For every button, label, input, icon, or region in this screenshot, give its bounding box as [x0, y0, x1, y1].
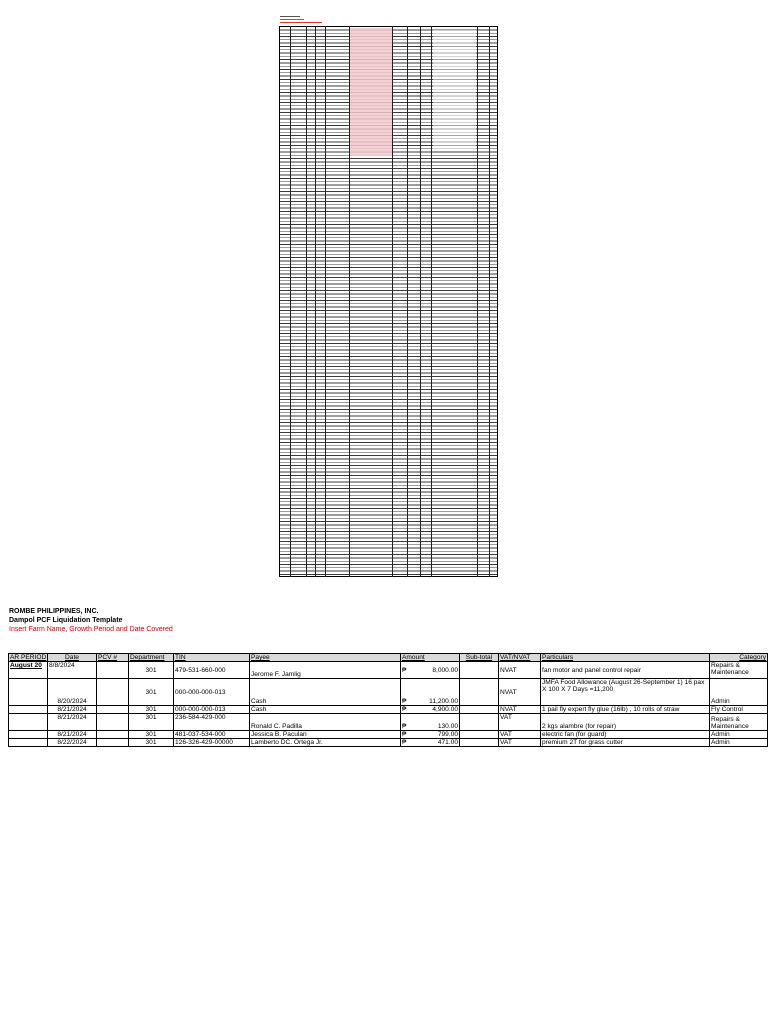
pcv-cell: [97, 679, 129, 706]
payee-cell: Jerome F. Jamlig: [250, 662, 401, 679]
date-cell: 8/21/2024: [48, 714, 97, 731]
company-name: ROMBE PHILIPPINES, INC.: [9, 608, 99, 615]
col-subtotal: Sub-total: [460, 654, 499, 662]
date-cell: 8/22/2024: [48, 739, 97, 747]
category-cell: Fly Control: [710, 706, 768, 714]
col-pcv: PCV #: [97, 654, 129, 662]
peso-sign: ₱: [402, 739, 407, 746]
particulars-cell: fan motor and panel control repair: [541, 662, 710, 679]
amount-value: 11,200.00: [429, 698, 458, 705]
table-row: [9, 731, 768, 739]
subtotal-cell: [460, 739, 499, 747]
tin-cell: 236-584-429-000: [174, 714, 250, 731]
amount-cell: [401, 714, 460, 731]
col-vat: VAT/NVAT: [499, 654, 541, 662]
tin-cell: 479-531-660-000: [174, 662, 250, 679]
table-row: [9, 739, 768, 747]
vat-cell: VAT: [499, 739, 541, 747]
template-title: Dampol PCF Liquidation Template: [9, 617, 123, 624]
amount-value: 4,900.00: [432, 706, 458, 713]
liquidation-table: [8, 653, 768, 747]
department-cell: 301: [129, 714, 174, 731]
pcv-cell: [97, 662, 129, 679]
category-cell: Repairs & Maintenance: [710, 662, 768, 679]
col-particulars: Particulars: [541, 654, 710, 662]
amount-cell: [401, 739, 460, 747]
amount-value: 471.00: [437, 739, 458, 746]
vat-cell: NVAT: [499, 679, 541, 706]
subtotal-cell: [460, 706, 499, 714]
amount-cell: [401, 679, 460, 706]
particulars-cell: JMFA Food Allowance (August 26-September 1) 16 pax X 100 X 7 Days =11,200: [541, 679, 710, 706]
col-category: Category: [710, 654, 768, 662]
peso-sign: ₱: [402, 698, 407, 705]
pcv-cell: [97, 714, 129, 731]
department-cell: 301: [129, 731, 174, 739]
amount-cell: [401, 706, 460, 714]
amount-value: 799.00: [437, 731, 458, 738]
date-cell: 8/21/2024: [48, 706, 97, 714]
peso-sign: ₱: [402, 731, 407, 738]
payee-cell: Ronald C. Padilla: [250, 714, 401, 731]
tin-cell: 481-037-534-000: [174, 731, 250, 739]
vat-cell: NVAT: [499, 706, 541, 714]
particulars-cell: electric fan (for guard): [541, 731, 710, 739]
ar-period-cell: [9, 714, 48, 731]
table-row: [9, 662, 768, 679]
date-cell: 8/21/2024: [48, 731, 97, 739]
subtotal-cell: [460, 714, 499, 731]
header-row: [9, 654, 768, 662]
pcv-cell: [97, 731, 129, 739]
tin-cell: 000-000-000-013: [174, 679, 250, 706]
category-cell: Admin: [710, 679, 768, 706]
pcv-cell: [97, 706, 129, 714]
payee-cell: Cash: [250, 679, 401, 706]
department-cell: 301: [129, 739, 174, 747]
amount-cell: [401, 662, 460, 679]
col-department: Department: [129, 654, 174, 662]
amount-cell: [401, 731, 460, 739]
tin-cell: 126-326-429-00000: [174, 739, 250, 747]
subtotal-cell: [460, 662, 499, 679]
table-row: [9, 706, 768, 714]
department-cell: 301: [129, 662, 174, 679]
ar-period-cell: [9, 706, 48, 714]
amount-value: 130.00: [437, 723, 458, 730]
particulars-cell: 1 pail fly expert fly glue (16lb) , 10 rolls of straw: [541, 706, 710, 714]
subtotal-cell: [460, 679, 499, 706]
amount-value: 8,000.00: [432, 666, 458, 674]
tin-cell: 000-000-000-013: [174, 706, 250, 714]
pcv-cell: [97, 739, 129, 747]
payee-cell: Cash: [250, 706, 401, 714]
peso-sign: ₱: [402, 723, 407, 730]
table-row: [9, 714, 768, 731]
thumbnail-header-lines: [280, 14, 340, 24]
instruction-text: Insert Farm Name, Growth Period and Date Covered: [9, 626, 173, 633]
col-payee: Payee: [250, 654, 401, 662]
col-tin: TIN: [174, 654, 250, 662]
subtotal-cell: [460, 731, 499, 739]
ar-period-cell: [9, 739, 48, 747]
date-cell: 8/8/2024: [48, 662, 97, 679]
ar-period-cell: August 20: [9, 662, 48, 679]
department-cell: 301: [129, 706, 174, 714]
thumbnail-column-lines: [279, 26, 498, 577]
date-cell: 8/20/2024: [48, 679, 97, 706]
payee-cell: Jessica B. Paculan: [250, 731, 401, 739]
col-ar-period: AR PERIOD: [10, 654, 47, 661]
vat-cell: VAT: [499, 731, 541, 739]
category-cell: Admin: [710, 731, 768, 739]
vat-cell: VAT: [499, 714, 541, 731]
page-thumbnail: [279, 14, 498, 577]
category-cell: Admin: [710, 739, 768, 747]
col-amount: Amount: [401, 654, 460, 662]
particulars-cell: 2 kgs alambre (for repair): [541, 714, 710, 731]
particulars-cell: premium 2T for grass cutter: [541, 739, 710, 747]
vat-cell: NVAT: [499, 662, 541, 679]
ar-period-cell: [9, 731, 48, 739]
peso-sign: ₱: [402, 706, 407, 713]
peso-sign: ₱: [402, 666, 407, 674]
department-cell: 301: [129, 679, 174, 706]
col-date: Date: [48, 654, 97, 662]
category-cell: Repairs & Maintenance: [710, 714, 768, 731]
payee-cell: Lamberto DC. Ortega Jr.: [250, 739, 401, 747]
ar-period-cell: [9, 679, 48, 706]
table-row: [9, 679, 768, 706]
